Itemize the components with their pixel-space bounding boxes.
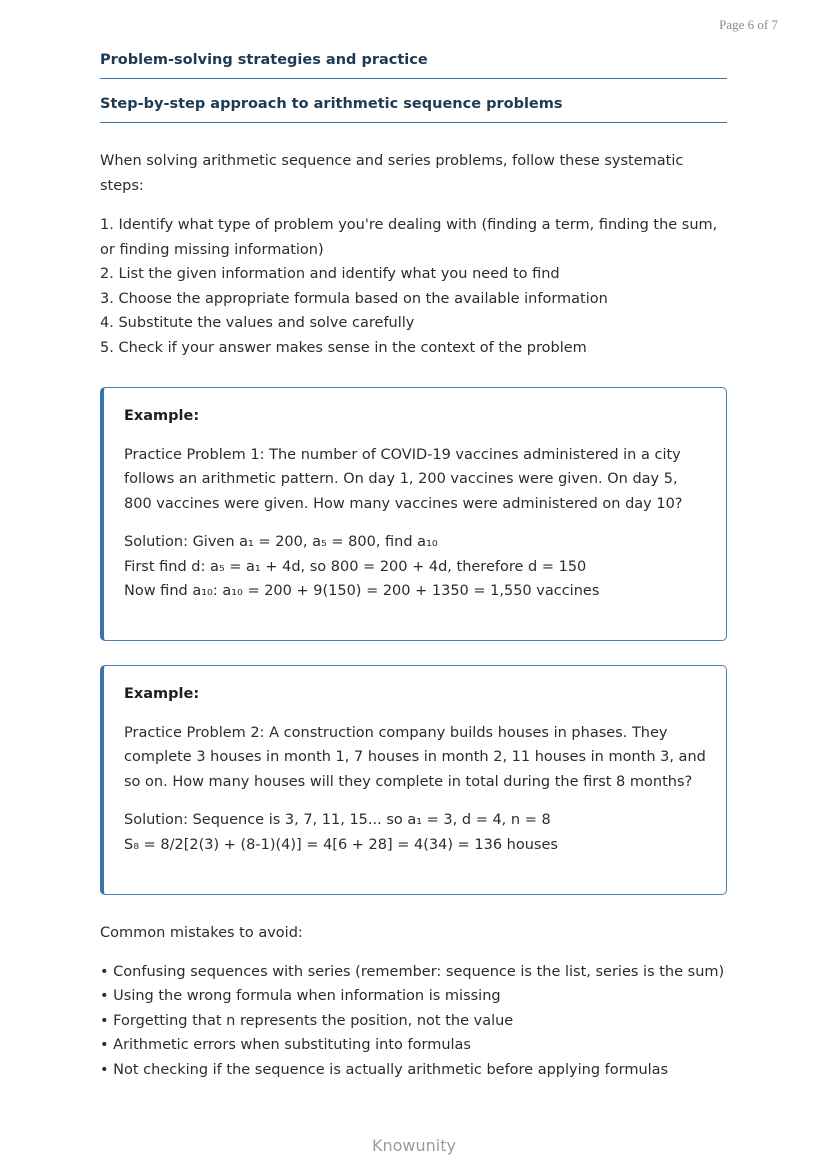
solution-line: Solution: Sequence is 3, 7, 11, 15... so a₁ = 3, d = 4, n = 8 — [124, 812, 551, 828]
section-title: Problem-solving strategies and practice — [100, 52, 727, 79]
steps-list — [100, 213, 727, 360]
solution-line: First find d: a₅ = a₁ + 4d, so 800 = 200 + 4d, therefore d = 150 — [124, 558, 587, 575]
example-problem: Practice Problem 1: The number of COVID-19 vaccines administered in a city follows an arithmetic pattern. On day 1, 200 vaccines were given. On day 5, 800 vaccines were given. How many vaccines were administered on day 10? — [124, 446, 683, 512]
example-box-2 — [100, 665, 727, 895]
step-item: 4. Substitute the values and solve carefully — [100, 315, 415, 331]
mistake-item: • Confusing sequences with series (remember: sequence is the list, series is the sum) — [100, 963, 725, 980]
step-item: 2. List the given information and identify what you need to find — [100, 266, 560, 282]
example-box-1 — [100, 387, 727, 641]
example-solution — [124, 530, 706, 604]
mistake-item: • Using the wrong formula when information is missing — [100, 988, 501, 1004]
example-solution — [124, 808, 706, 857]
step-item: 1. Identify what type of problem you're dealing with (finding a term, finding the sum, or finding missing information) — [100, 217, 718, 258]
page-number: Page 6 of 7 — [719, 17, 778, 32]
mistake-item: • Forgetting that n represents the position, not the value — [100, 1012, 514, 1029]
step-item: 5. Check if your answer makes sense in the context of the problem — [100, 339, 587, 356]
step-item: 3. Choose the appropriate formula based on the available information — [100, 290, 608, 307]
subsection-title: Step-by-step approach to arithmetic sequence problems — [100, 96, 727, 123]
document-body — [100, 52, 727, 1082]
mistake-item: • Arithmetic errors when substituting into formulas — [100, 1037, 471, 1053]
example-title: Example: — [124, 686, 200, 702]
solution-line: Now find a₁₀: a₁₀ = 200 + 9(150) = 200 + 1350 = 1,550 vaccines — [124, 583, 600, 599]
mistake-item: • Not checking if the sequence is actually arithmetic before applying formulas — [100, 1061, 669, 1078]
intro-paragraph: When solving arithmetic sequence and series problems, follow these systematic steps: — [100, 153, 684, 194]
mistakes-title: Common mistakes to avoid: — [100, 925, 303, 941]
example-title: Example: — [124, 408, 200, 424]
footer-brand: Knowunity — [372, 1136, 456, 1155]
mistakes-list — [100, 960, 727, 1083]
solution-line: Solution: Given a₁ = 200, a₅ = 800, find a₁₀ — [124, 534, 438, 550]
solution-line: S₈ = 8/2[2(3) + (8-1)(4)] = 4[6 + 28] = 4(34) = 136 houses — [124, 836, 558, 853]
example-problem: Practice Problem 2: A construction company builds houses in phases. They complete 3 houses in month 1, 7 houses in month 2, 11 houses in month 3, and so on. How many houses will they complete in total during the first 8 months? — [124, 724, 706, 790]
